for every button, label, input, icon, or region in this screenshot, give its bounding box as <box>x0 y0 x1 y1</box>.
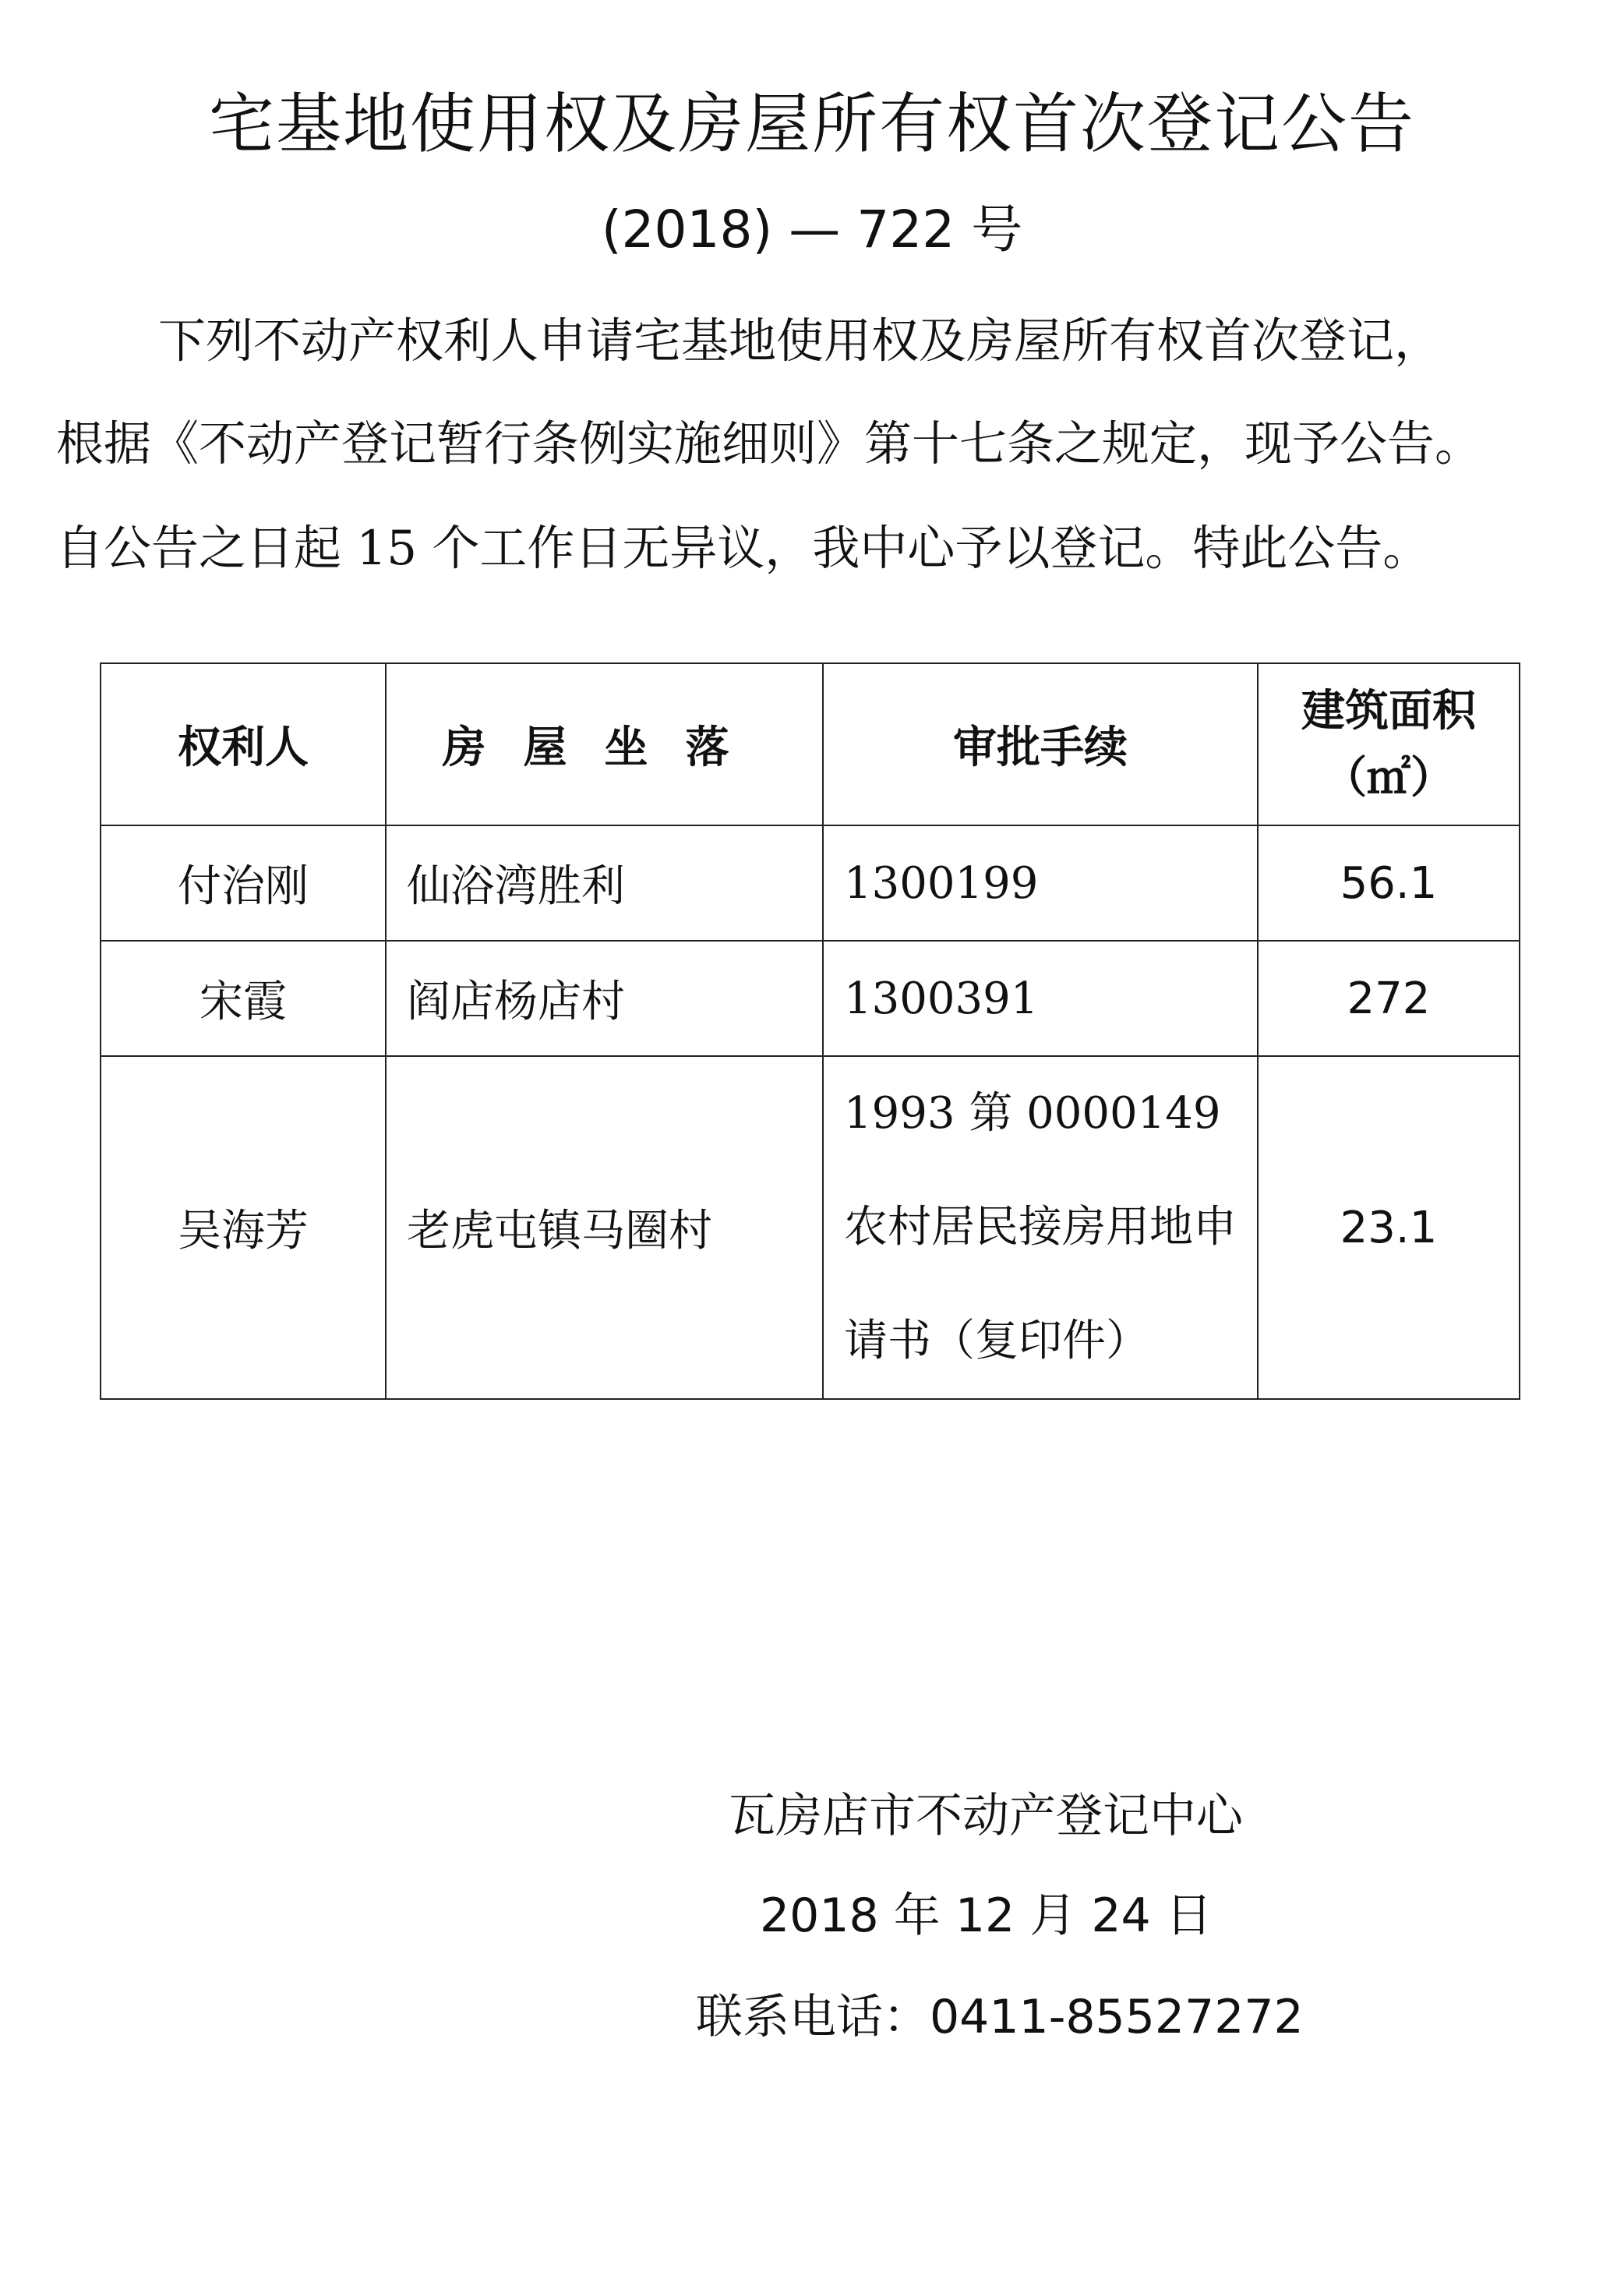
notice-title: 宅基地使用权及房屋所有权首次登记公告 <box>208 86 1415 162</box>
contact-phone: 联系电话：0411-85527272 <box>696 1990 1304 2044</box>
cell-area: 23.1 <box>1258 1056 1520 1399</box>
registration-table <box>100 662 1520 1400</box>
table-row <box>101 941 1520 1056</box>
cell-location: 阎店杨店村 <box>386 941 823 1056</box>
body-text-line-1: 下列不动产权利人申请宅基地使用权及房屋所有权首次登记， <box>158 313 1442 369</box>
header-owner: 权利人 <box>101 663 386 825</box>
table-row <box>101 1056 1520 1399</box>
cell-location: 仙浴湾胜利 <box>386 825 823 941</box>
header-area-label: 建筑面积 <box>1301 685 1476 737</box>
table-row <box>101 825 1520 941</box>
cell-owner: 吴海芳 <box>101 1056 386 1399</box>
cell-area: 272 <box>1258 941 1520 1056</box>
cell-approval: 1300391 <box>823 941 1258 1056</box>
issuing-organization: 瓦房店市不动产登记中心 <box>729 1789 1243 1843</box>
body-text-line-2: 根据《不动产登记暂行条例实施细则》第十七条之规定，现予公告。 <box>56 416 1483 472</box>
header-area-unit: （㎡） <box>1323 752 1454 804</box>
header-area <box>1258 663 1520 825</box>
body-text-line-3: 自公告之日起 15 个工作日无异议，我中心予以登记。特此公告。 <box>56 521 1431 576</box>
document-number: (2018) — 722 号 <box>601 200 1023 260</box>
cell-approval: 1993 第 0000149 农村居民接房用地申请书（复印件） <box>823 1056 1258 1399</box>
cell-area: 56.1 <box>1258 825 1520 941</box>
cell-approval: 1300199 <box>823 825 1258 941</box>
issue-date: 2018 年 12 月 24 日 <box>760 1888 1213 1943</box>
cell-owner: 付治刚 <box>101 825 386 941</box>
cell-location: 老虎屯镇马圈村 <box>386 1056 823 1399</box>
table-header-row <box>101 663 1520 825</box>
header-approval: 审批手续 <box>823 663 1258 825</box>
header-location: 房屋坐落 <box>386 663 823 825</box>
cell-owner: 宋霞 <box>101 941 386 1056</box>
